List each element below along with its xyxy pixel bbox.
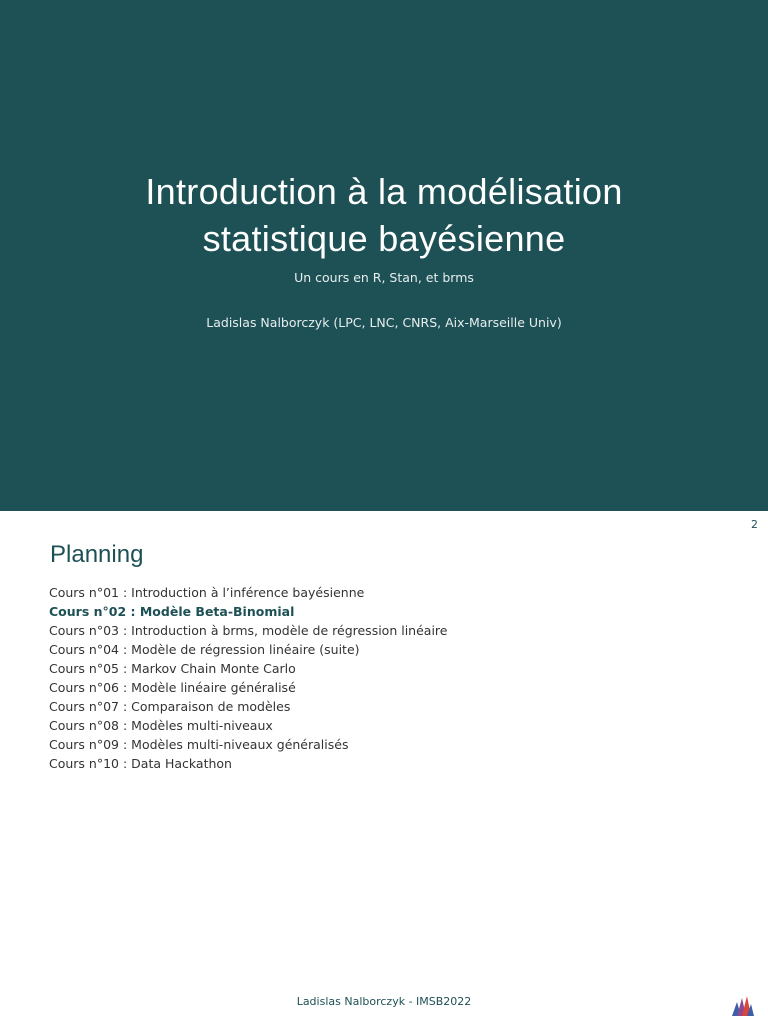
course-item-08: Cours n°08 : Modèles multi-niveaux — [49, 718, 273, 733]
course-item-09: Cours n°09 : Modèles multi-niveaux généralisés — [49, 737, 349, 752]
footer-text: Ladislas Nalborczyk - IMSB2022 — [296, 995, 472, 1008]
author: Ladislas Nalborczyk (LPC, LNC, CNRS, Aix-Marseille Univ) — [206, 315, 562, 330]
course-item-10: Cours n°10 : Data Hackathon — [49, 756, 232, 771]
title-slide — [0, 0, 768, 511]
mountain-logo-icon — [732, 994, 754, 1016]
planning-title: Planning — [50, 541, 144, 568]
course-item-06: Cours n°06 : Modèle linéaire généralisé — [49, 680, 296, 695]
course-item-01: Cours n°01 : Introduction à l’inférence bayésienne — [49, 585, 365, 600]
course-list — [49, 583, 447, 773]
main-title-line-2: statistique bayésienne — [202, 218, 566, 259]
subtitle: Un cours en R, Stan, et brms — [294, 270, 474, 285]
page-number: 2 — [751, 518, 758, 531]
main-title-line-1: Introduction à la modélisation — [145, 171, 623, 212]
course-item-07: Cours n°07 : Comparaison de modèles — [49, 699, 291, 714]
course-item-05: Cours n°05 : Markov Chain Monte Carlo — [49, 661, 296, 676]
course-item-03: Cours n°03 : Introduction à brms, modèle de régression linéaire — [49, 623, 448, 638]
course-item-02-current: Cours n°02 : Modèle Beta-Binomial — [49, 604, 295, 619]
course-item-04: Cours n°04 : Modèle de régression linéaire (suite) — [49, 642, 360, 657]
main-title — [0, 168, 768, 262]
